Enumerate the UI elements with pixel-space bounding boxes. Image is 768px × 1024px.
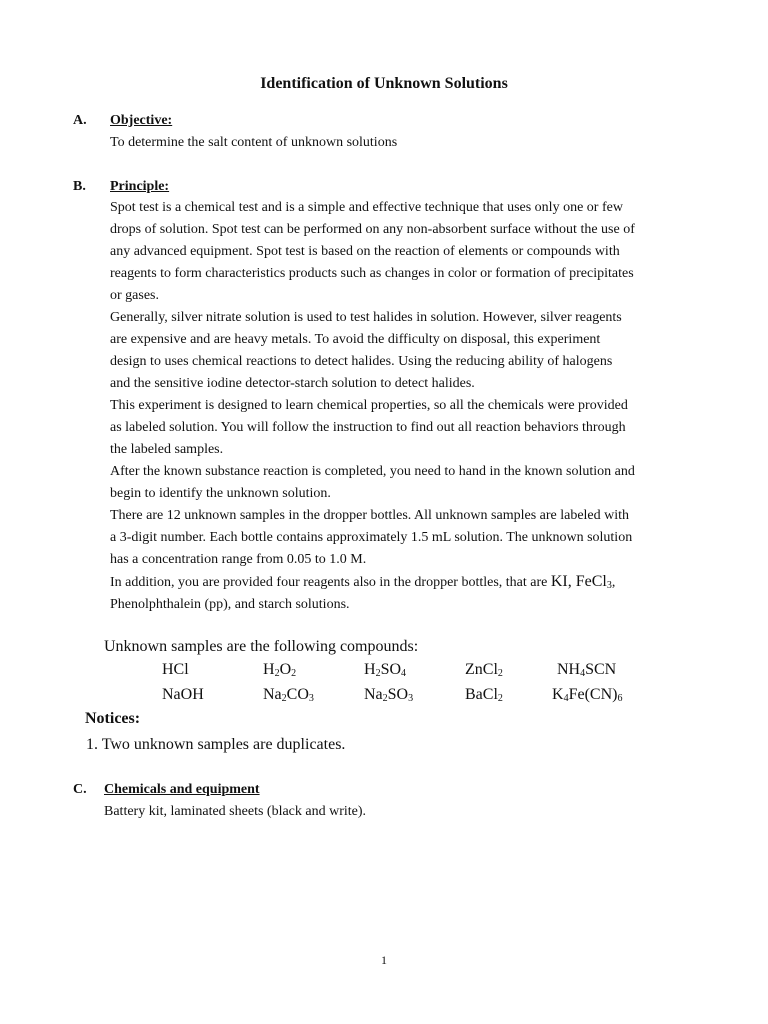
page-number: 1 [381, 953, 387, 967]
compounds-intro: Unknown samples are the following compounds: [104, 638, 419, 655]
page-title: Identification of Unknown Solutions [260, 75, 508, 92]
notices-heading: Notices: [85, 710, 141, 727]
principle-line: Spot test is a chemical test and is a simple and effective technique that uses only one or few [110, 200, 623, 215]
reagents-text: In addition, you are provided four reagents also in the dropper bottles, that are [110, 575, 551, 590]
principle-line: This experiment is designed to learn chemical properties, so all the chemicals were provided [110, 398, 628, 413]
compound-formula: HCl [162, 661, 189, 678]
section-c-heading: Chemicals and equipment [104, 782, 260, 797]
reagents-fecl-subscript: 3 [606, 580, 612, 591]
principle-line: or gases. [110, 288, 159, 303]
principle-line: begin to identify the unknown solution. [110, 486, 331, 501]
principle-line: as labeled solution. You will follow the instruction to find out all reaction behaviors through [110, 420, 626, 435]
principle-line: has a concentration range from 0.05 to 1.0 M. [110, 552, 367, 567]
principle-line: the labeled samples. [110, 442, 224, 457]
section-a-heading: Objective: [110, 113, 173, 128]
compound-formula: $NH_4SCN$ [557, 661, 617, 679]
reagents-line-2: Phenolphthalein (pp), and starch solutions. [110, 597, 350, 612]
principle-line: reagents to form characteristics products such as changes in color or formation of precipitates [110, 266, 634, 281]
principle-body [110, 197, 730, 616]
compound-formula: BaCl$_2$ [465, 686, 503, 704]
section-a-letter: A. [73, 113, 87, 128]
compounds-row-2 [0, 686, 768, 708]
compound-formula: $H_2SO_4$ [364, 661, 407, 679]
compound-formula: NaOH [162, 686, 204, 703]
principle-line: any advanced equipment. Spot test is based on the reaction of elements or compounds with [110, 244, 620, 259]
section-c-letter: C. [73, 782, 87, 797]
principle-line: Generally, silver nitrate solution is used to test halides in solution. However, silver reagents [110, 310, 622, 325]
compounds-row-1 [0, 661, 768, 683]
compound-formula: ZnCl$_2$ [465, 661, 503, 679]
notice-item: 1. Two unknown samples are duplicates. [86, 736, 346, 753]
compound-formula: $K_4Fe(CN)_6$ [552, 686, 623, 704]
section-b-letter: B. [73, 179, 86, 194]
compound-formula: $Na_2SO_3$ [364, 686, 414, 704]
reagents-comma: , [611, 575, 616, 590]
reagents-line [110, 571, 730, 594]
principle-line: and the sensitive iodine detector-starch solution to detect halides. [110, 376, 475, 391]
principle-line: design to uses chemical reactions to detect halides. Using the reducing ability of halogens [110, 354, 613, 369]
section-a-text: To determine the salt content of unknown solutions [110, 135, 398, 150]
compound-formula: $Na_2CO_3$ [263, 686, 314, 704]
principle-line: There are 12 unknown samples in the dropper bottles. All unknown samples are labeled with [110, 508, 630, 523]
principle-line: After the known substance reaction is completed, you need to hand in the known solution and [110, 464, 635, 479]
principle-line: drops of solution. Spot test can be performed on any non-absorbent surface without the use of [110, 222, 635, 237]
reagents-ki-fecl: KI, FeCl [550, 573, 607, 590]
compound-formula: $H_2O_2$ [263, 661, 297, 679]
section-c-text: Battery kit, laminated sheets (black and write). [104, 804, 367, 819]
principle-line: a 3-digit number. Each bottle contains approximately 1.5 mL solution. The unknown solution [110, 530, 633, 545]
section-b-heading: Principle: [110, 179, 170, 194]
principle-line: are expensive and are heavy metals. To avoid the difficulty on disposal, this experiment [110, 332, 601, 347]
